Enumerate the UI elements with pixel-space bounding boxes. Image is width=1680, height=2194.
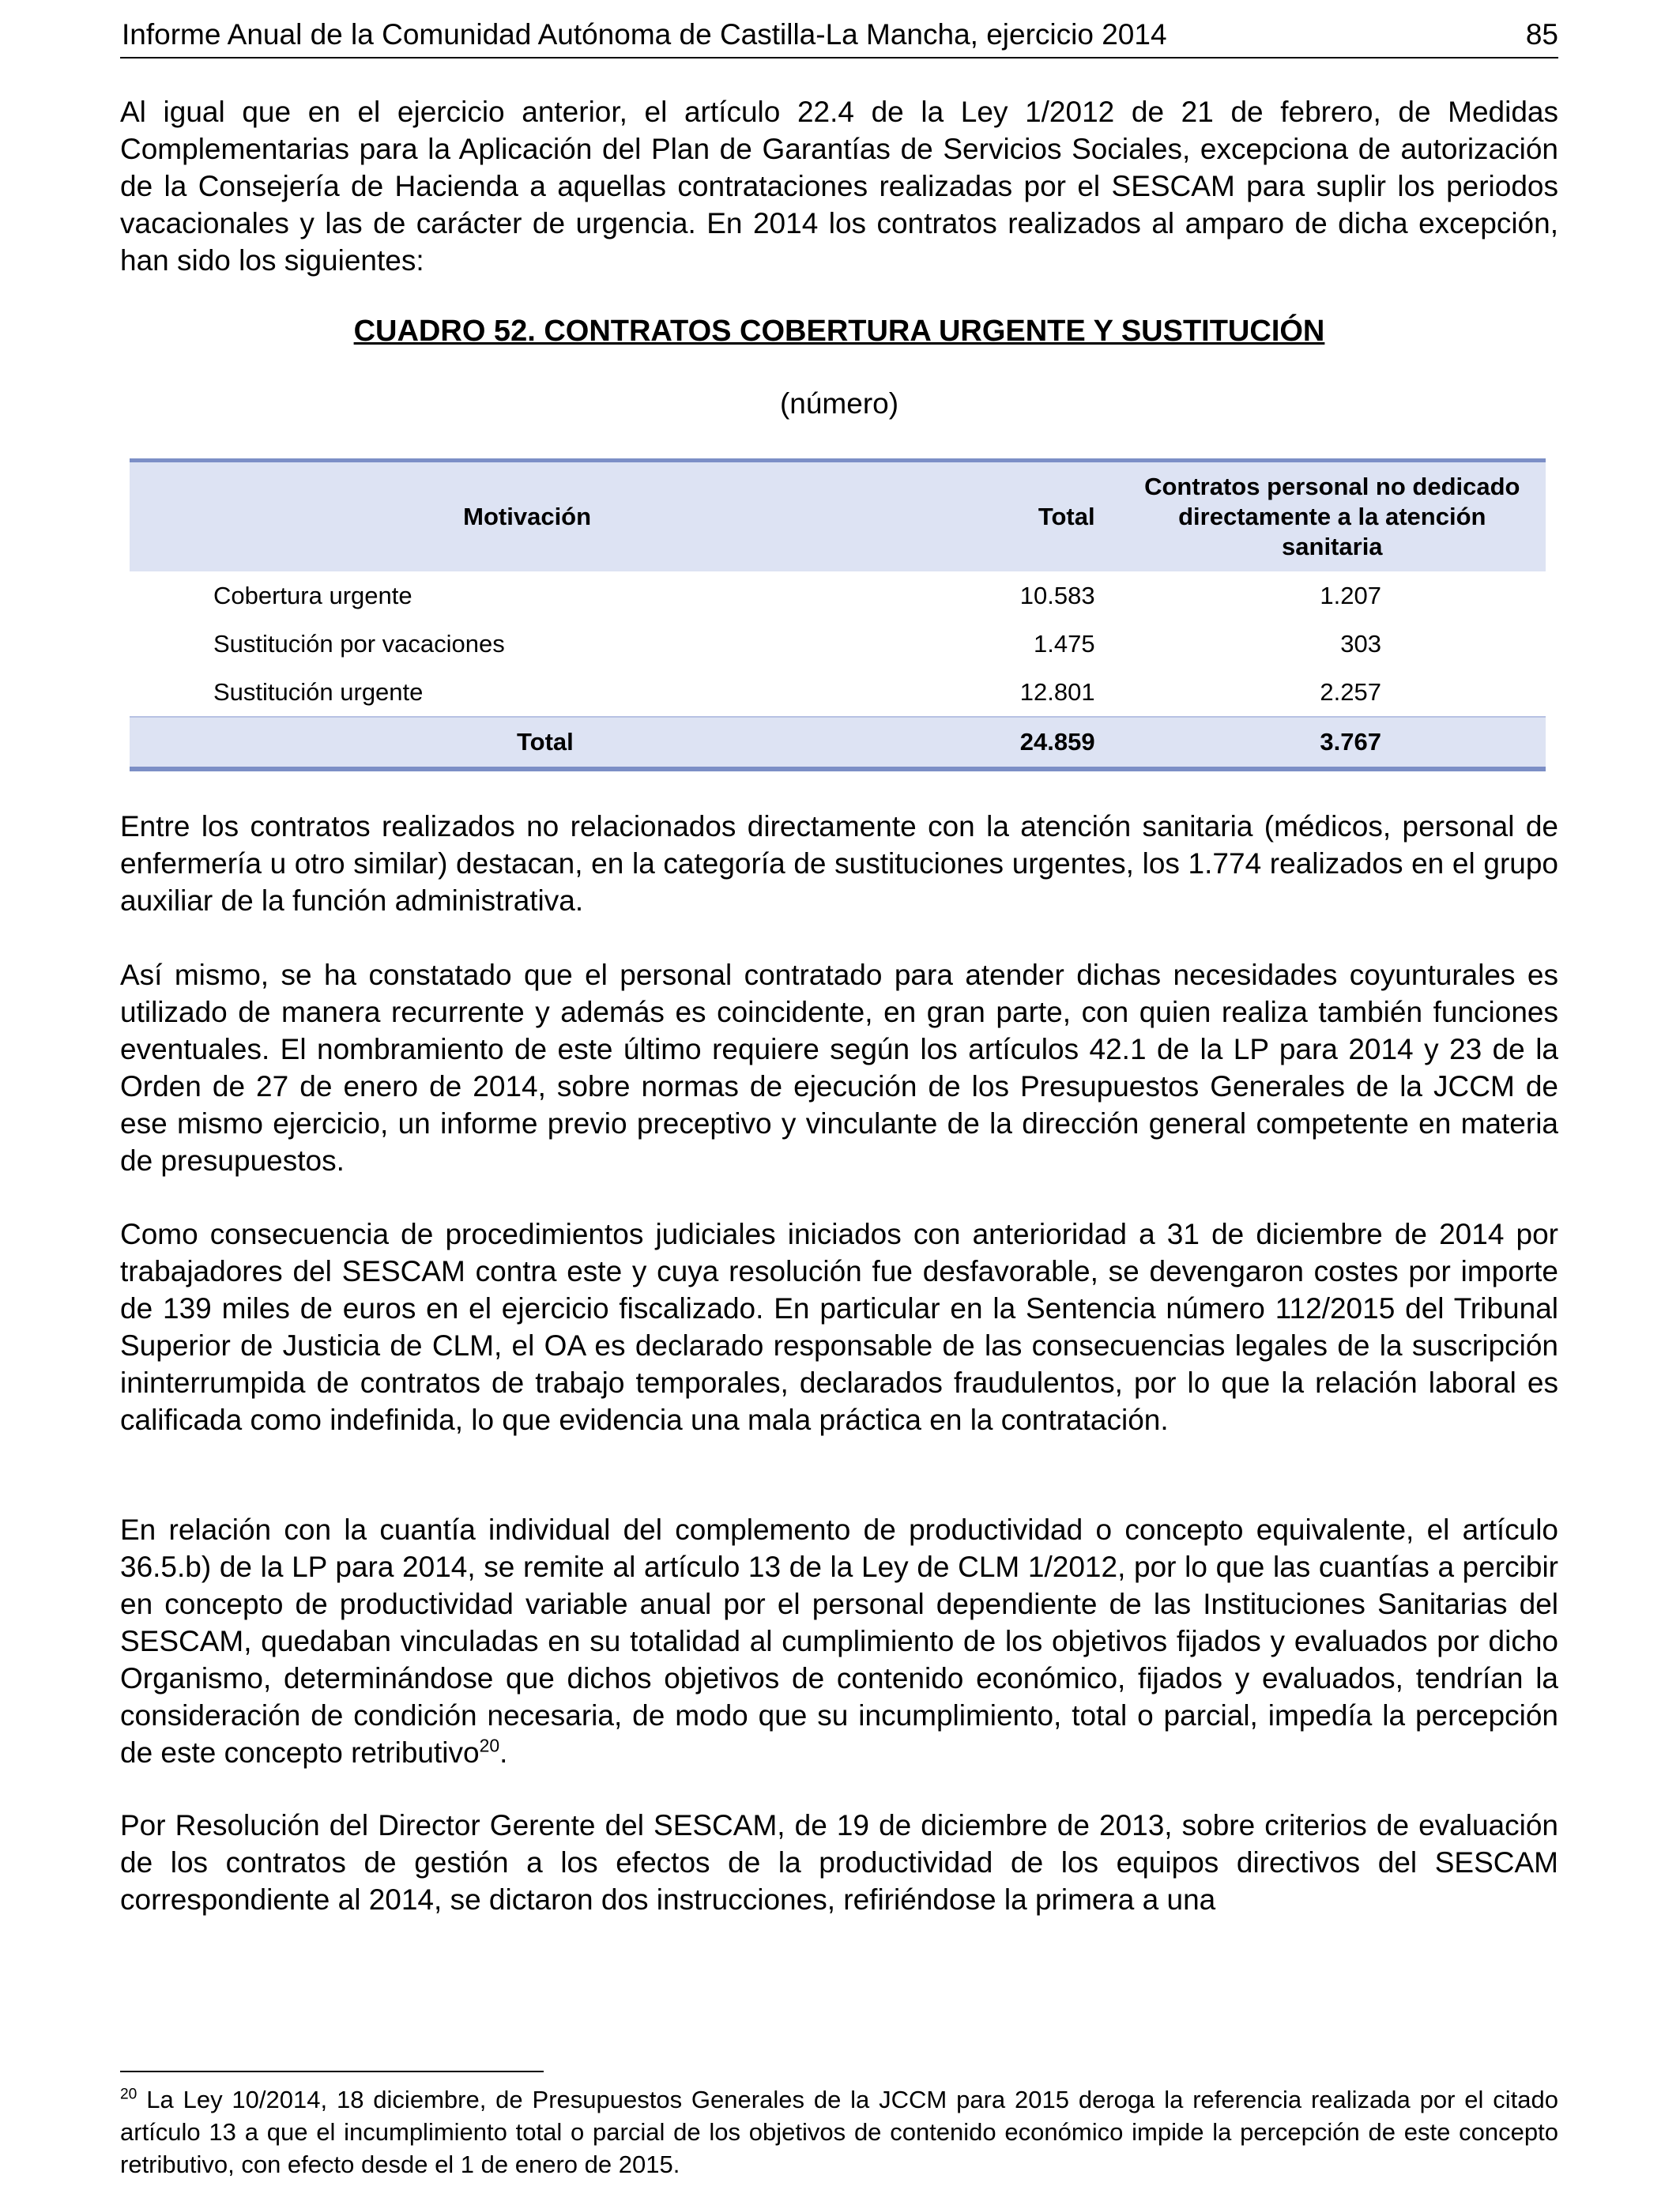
footnote-text: La Ley 10/2014, 18 diciembre, de Presupuestos Generales de la JCCM para 2015 deroga la referencia realizada por el citado artículo 13 a que el incumplimiento total o parcial de los objetivos de contenido económico impide la percepción de este concepto retributivo, con efecto desde el 1 de enero de 2015.: [120, 2086, 1558, 2178]
paragraph-2: Entre los contratos realizados no relacionados directamente con la atención sanitaria (médicos, personal de enfermería u otro similar) destacan, en la categoría de sustituciones urgentes, los 1.774 realizados en el grupo auxiliar de la función administrativa.: [120, 810, 1558, 917]
header-contratos: Contratos personal no dedicado directamente a la atención sanitaria: [1119, 461, 1546, 572]
total-contratos: 3.767: [1119, 717, 1546, 769]
paragraph-5-text: En relación con la cuantía individual del complemento de productividad o concepto equivalente, el artículo 36.5.b) de la LP para 2014, se remite al artículo 13 de la Ley de CLM 1/2012, por lo que las cuantías a percibir en concepto de productividad variable anual por el personal dependiente de las Instituciones Sanitarias del SESCAM, quedaban vinculadas en su totalidad al cumplimiento de los objetivos fijados y evaluados por dicho Organismo, determinándose que dichos objetivos de contenido económico, fijados y evaluados, tendrían la consideración de condición necesaria, de modo que su incumplimiento, total o parcial, impedía la percepción de este concepto retributivo: [120, 1514, 1558, 1769]
table-unit: (número): [779, 387, 899, 420]
total-label: Total: [130, 717, 925, 769]
row-total: 1.475: [1034, 629, 1095, 658]
page-number: 85: [1525, 18, 1558, 51]
paragraph-3: Así mismo, se ha constatado que el personal contratado para atender dichas necesidades coyunturales es utilizado de manera recurrente y además es coincidente, en gran parte, con quien realiza también funciones eventuales. El nombramiento de este último requiere según los artículos 42.1 de la LP para 2014 y 23 de la Orden de 27 de enero de 2014, sobre normas de ejecución de los Presupuestos Generales de la JCCM de ese mismo ejercicio, un informe previo preceptivo y vinculante de la dirección general competente en materia de presupuestos.: [120, 959, 1558, 1177]
row-label: Sustitución urgente: [213, 677, 424, 706]
total-value: 24.859: [925, 717, 1118, 769]
footnote-divider: [120, 2071, 544, 2072]
header-total: Total: [925, 461, 1118, 572]
footnote-reference[interactable]: 20: [479, 1735, 500, 1756]
row-contratos: 2.257: [1320, 677, 1381, 706]
page-header: [120, 11, 1558, 58]
footnote-number: 20: [120, 2086, 137, 2103]
row-label: Cobertura urgente: [213, 581, 412, 609]
row-total: 10.583: [1019, 581, 1095, 609]
row-label: Sustitución por vacaciones: [213, 629, 505, 658]
paragraph-5-end: .: [499, 1736, 508, 1769]
contracts-table: [130, 458, 1546, 771]
paragraph-5: [120, 1511, 1558, 1771]
table-total-row: [130, 717, 1546, 769]
table-row: [130, 668, 1546, 717]
table-header-row: [130, 461, 1546, 572]
row-total: 12.801: [1019, 677, 1095, 706]
table-row: [130, 620, 1546, 668]
row-contratos: 1.207: [1320, 581, 1381, 609]
header-motivacion: Motivación: [130, 461, 925, 572]
paragraph-1: Al igual que en el ejercicio anterior, el artículo 22.4 de la Ley 1/2012 de 21 de febrero, de Medidas Complementarias para la Aplicación del Plan de Garantías de Servicios Sociales, excepciona de autorización de la Consejería de Hacienda a aquellas contrataciones realizadas por el SESCAM para suplir los periodos vacacionales y las de carácter de urgencia. En 2014 los contratos realizados al amparo de dicha excepción, han sido los siguientes:: [120, 96, 1558, 277]
table-row: [130, 571, 1546, 620]
paragraph-4: Como consecuencia de procedimientos judiciales iniciados con anterioridad a 31 de diciembre de 2014 por trabajadores del SESCAM contra este y cuya resolución fue desfavorable, se devengaron costes por importe de 139 miles de euros en el ejercicio fiscalizado. En particular en la Sentencia número 112/2015 del Tribunal Superior de Justicia de CLM, el OA es declarado responsable de las consecuencias legales de la suscripción ininterrumpida de contratos de trabajo temporales, declarados fraudulentos, por lo que la relación laboral es calificada como indefinida, lo que evidencia una mala práctica en la contratación.: [120, 1218, 1558, 1436]
row-contratos: 303: [1340, 629, 1381, 658]
footnote: [120, 2083, 1558, 2181]
table-caption: CUADRO 52. CONTRATOS COBERTURA URGENTE Y SUSTITUCIÓN: [353, 315, 1325, 348]
paragraph-6: Por Resolución del Director Gerente del SESCAM, de 19 de diciembre de 2013, sobre criterios de evaluación de los contratos de gestión a los efectos de la productividad de los equipos directivos del SESCAM correspondiente al 2014, se dictaron dos instrucciones, refiriéndose la primera a una: [120, 1809, 1558, 1916]
header-title: Informe Anual de la Comunidad Autónoma de Castilla-La Mancha, ejercicio 2014: [122, 18, 1167, 51]
